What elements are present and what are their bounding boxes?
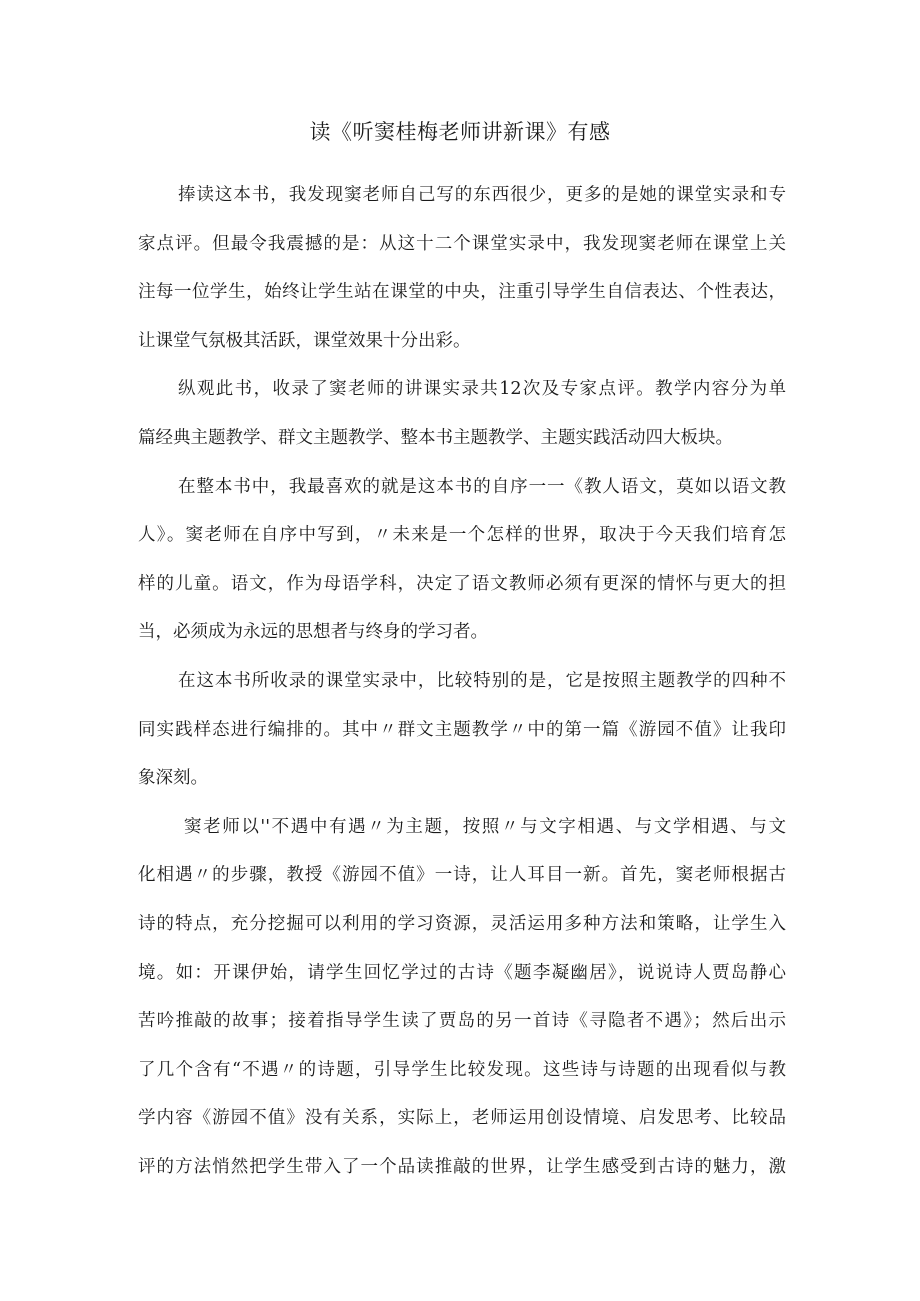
paragraph-2-line-2: 篇经典主题教学、群文主题教学、整本书主题教学、主题实践活动四大板块。 (138, 427, 733, 448)
paragraph-5-line-4: 境。如：开课伊始，请学生回忆学过的古诗《题李凝幽居》，说说诗人贾岛静心 (138, 962, 786, 983)
paragraph-5-line-3: 诗的特点，充分挖掘可以利用的学习资源，灵活运用多种方法和策略，让学生入 (138, 913, 786, 934)
document-body (138, 171, 786, 1191)
paragraph-3-line-2: 人》。窦老师在自序中写到，〃未来是一个怎样的世界，取决于今天我们培育怎 (138, 525, 786, 546)
paragraph-3-line-3: 样的儿童。语文，作为母语学科，决定了语文教师必须有更深的情怀与更大的担 (138, 573, 786, 594)
paragraph-5-line-7: 学内容《游园不值》没有关系，实际上，老师运用创设情境、启发思考、比较品 (138, 1108, 786, 1129)
paragraph-5-line-5: 苦吟推敲的故事；接着指导学生读了贾岛的另一首诗《寻隐者不遇》；然后出示 (138, 1011, 786, 1032)
paragraph-4-line-2: 同实践样态进行编排的。其中〃群文主题教学〃中的第一篇《游园不值》让我印 (138, 719, 786, 740)
paragraph-5-line-8: 评的方法悄然把学生带入了一个品读推敲的世界，让学生感受到古诗的魅力，激 (138, 1156, 786, 1177)
paragraph-2-line-1: 纵观此书，收录了窦老师的讲课实录共12次及专家点评。教学内容分为单 (178, 379, 786, 400)
document-title: 读《听窦桂梅老师讲新课》有感 (309, 120, 611, 144)
paragraph-5-line-1: 窦老师以''不遇中有遇〃为主题，按照〃与文字相遇、与文学相遇、与文 (184, 816, 786, 837)
paragraph-1-line-3: 注每一位学生，始终让学生站在课堂的中央，注重引导学生自信表达、个性表达， (138, 282, 786, 303)
paragraph-3-line-4: 当，必须成为永远的思想者与终身的学习者。 (138, 622, 488, 643)
paragraph-5-line-6: 了几个含有“不遇〃的诗题，引导学生比较发现。这些诗与诗题的出现看似与教 (138, 1059, 786, 1080)
paragraph-3-line-1: 在整本书中，我最喜欢的就是这本书的自序一一《教人语文，莫如以语文教 (178, 476, 786, 497)
paragraph-1-line-4: 让课堂气氛极其活跃，课堂效果十分出彩。 (138, 330, 471, 351)
paragraph-1-line-1: 捧读这本书，我发现窦老师自己写的东西很少，更多的是她的课堂实录和专 (178, 185, 786, 205)
paragraph-1-line-2: 家点评。但最令我震撼的是：从这十二个课堂实录中，我发现窦老师在课堂上关 (138, 233, 786, 254)
paragraph-4-line-3: 象深刻。 (138, 768, 208, 789)
paragraph-5-line-2: 化相遇〃的步骤，教授《游园不值》一诗，让人耳目一新。首先，窦老师根据古 (138, 865, 786, 886)
paragraph-4-line-1: 在这本书所收录的课堂实录中，比较特别的是，它是按照主题教学的四种不 (178, 670, 786, 691)
